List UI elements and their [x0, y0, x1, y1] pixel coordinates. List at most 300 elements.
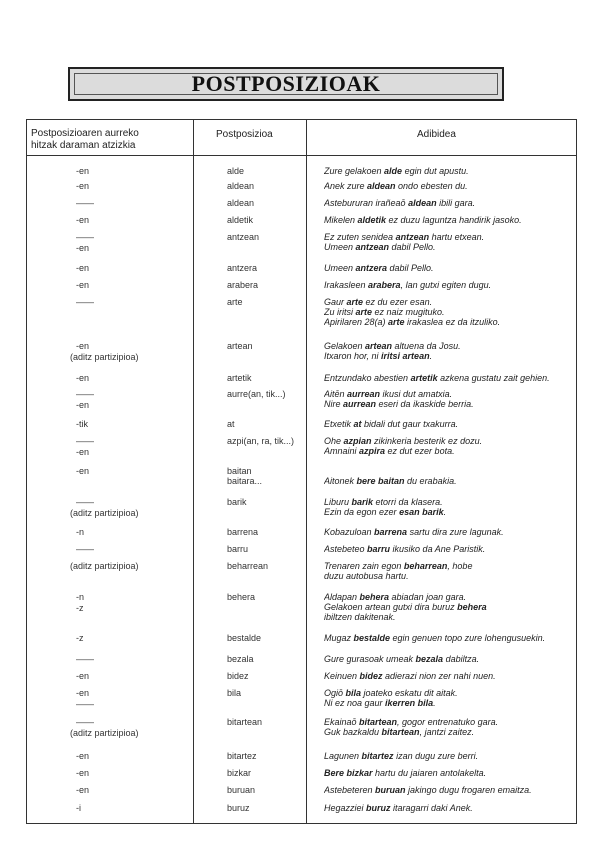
example-line: [324, 198, 574, 208]
header-col2: Postposizioa: [216, 129, 273, 140]
postposition-text: aldean: [227, 198, 255, 208]
example-line: [324, 561, 574, 571]
example-cell: [324, 263, 574, 273]
example-cell: [324, 232, 574, 252]
example-line: [324, 181, 574, 191]
postposition-text: buruz: [227, 803, 250, 813]
postposition-cell: [227, 280, 307, 290]
suffix-cell: [70, 341, 220, 362]
postposition-text: alde: [227, 166, 245, 176]
example-cell: [324, 751, 574, 761]
example-keyword: Bere bizkar: [324, 768, 373, 778]
example-line: [324, 466, 574, 476]
example-text: , hobe: [447, 561, 473, 571]
example-cell: [324, 341, 574, 361]
postposition-cell: [227, 373, 307, 383]
postposition-text: barrena: [227, 527, 259, 537]
suffix-cell: [70, 215, 220, 225]
postposition-text: aurre(an, tik...): [227, 389, 286, 399]
suffix-text: ——: [76, 198, 94, 208]
suffix-text: -en: [76, 263, 90, 273]
suffix-cell: [70, 436, 220, 457]
example-text: hartu etxean.: [429, 232, 485, 242]
example-line: [324, 633, 574, 643]
example-cell: [324, 592, 574, 622]
example-text: Aitonek: [324, 476, 357, 486]
example-text: Keinuen: [324, 671, 360, 681]
example-keyword: arte: [355, 307, 373, 317]
example-line: [324, 612, 574, 622]
example-keyword: aldean: [367, 181, 396, 191]
postposition-cell: [227, 527, 307, 537]
postposition-cell: [227, 198, 307, 208]
postposition-cell: [227, 436, 307, 446]
example-cell: [324, 633, 574, 643]
example-text: ibili gara.: [436, 198, 476, 208]
example-cell: [324, 768, 574, 778]
postposition-text: beharrean: [227, 561, 269, 571]
example-keyword: beharrean: [403, 561, 448, 571]
example-keyword: bestalde: [353, 633, 391, 643]
example-cell: [324, 466, 574, 486]
postposition-text: artean: [227, 341, 253, 351]
example-keyword: bitartez: [361, 751, 394, 761]
postposition-cell: [227, 215, 307, 225]
example-line: [324, 688, 574, 698]
postposition-text: azpi(an, ra, tik...): [227, 436, 295, 446]
example-text: Umeen: [324, 263, 356, 273]
example-cell: [324, 497, 574, 517]
suffix-text: (aditz partizipioa): [70, 508, 139, 518]
example-keyword: iritsi artean: [381, 351, 430, 361]
example-keyword: aurrean: [343, 399, 377, 409]
example-text: zikinkeria besterik ez dozu.: [371, 436, 483, 446]
example-line: [324, 399, 574, 409]
example-line: [324, 373, 574, 383]
example-text: Ogiō: [324, 688, 346, 698]
example-text: Nire: [324, 399, 344, 409]
example-text: jakingo dugu frogaren emaitza.: [405, 785, 532, 795]
suffix-text: -en: [76, 671, 90, 681]
example-text: izan dugu zure berri.: [393, 751, 479, 761]
example-text: Astebeteren: [324, 785, 376, 795]
header-col1-line2: hitzak daraman atzizkia: [31, 140, 136, 151]
example-line: [324, 571, 574, 581]
suffix-cell: [70, 803, 220, 813]
example-line: [324, 727, 574, 737]
postposition-cell: [227, 768, 307, 778]
example-line: [324, 698, 574, 708]
postposition-text: artetik: [227, 373, 252, 383]
example-text: Amnaini: [324, 446, 360, 456]
example-text: Ezin da egon ezer: [324, 507, 400, 517]
example-text: dabiltza.: [443, 654, 480, 664]
example-line: [324, 602, 574, 612]
postposition-text: bestalde: [227, 633, 262, 643]
example-line: [324, 768, 574, 778]
header-divider: [26, 155, 577, 156]
example-keyword: barik: [351, 497, 374, 507]
suffix-text: ——: [76, 232, 94, 242]
example-line: [324, 751, 574, 761]
example-text: etorri da klasera.: [373, 497, 443, 507]
postposition-text: baitan: [227, 466, 252, 476]
postposition-cell: [227, 419, 307, 429]
example-text: Irakasleen: [324, 280, 369, 290]
example-text: Ekainaō: [324, 717, 360, 727]
example-text: Ohe: [324, 436, 344, 446]
example-text: Gelakoen: [324, 341, 366, 351]
page-title: POSTPOSIZIOAK: [74, 73, 498, 95]
suffix-text: ——: [76, 497, 94, 507]
example-line: [324, 717, 574, 727]
example-keyword: antzean: [395, 232, 430, 242]
postposition-text: buruan: [227, 785, 256, 795]
example-line: [324, 280, 574, 290]
suffix-text: ——: [76, 297, 94, 307]
suffix-cell: [70, 232, 220, 253]
example-keyword: aldean: [408, 198, 437, 208]
postposition-text: bitartean: [227, 717, 263, 727]
example-keyword: esan barik: [399, 507, 444, 517]
postposition-cell: [227, 785, 307, 795]
suffix-text: (aditz partizipioa): [70, 352, 139, 362]
example-keyword: antzean: [355, 242, 390, 252]
postposition-cell: [227, 297, 307, 307]
suffix-cell: [70, 466, 220, 476]
postposition-text: barru: [227, 544, 249, 554]
postposition-text: baitara...: [227, 476, 263, 486]
postposition-text: bitartez: [227, 751, 257, 761]
example-line: [324, 671, 574, 681]
example-text: Kobazuloan: [324, 527, 375, 537]
example-keyword: barru: [367, 544, 391, 554]
postposition-text: bezala: [227, 654, 254, 664]
postposition-cell: [227, 803, 307, 813]
example-text: ez du ezer esan.: [363, 297, 433, 307]
suffix-text: ——: [76, 699, 94, 709]
example-line: [324, 527, 574, 537]
suffix-text: -z: [76, 633, 84, 643]
suffix-text: ——: [76, 544, 94, 554]
postposition-cell: [227, 389, 307, 399]
example-line: [324, 544, 574, 554]
suffix-text: -en: [76, 181, 90, 191]
example-text: ikusiko da Ane Paristik.: [390, 544, 486, 554]
example-line: [324, 785, 574, 795]
example-keyword: aurrean: [347, 389, 381, 399]
postposition-text: barik: [227, 497, 247, 507]
example-keyword: at: [353, 419, 362, 429]
example-text: , gogor entrenatuko gara.: [397, 717, 499, 727]
postposition-cell: [227, 592, 307, 602]
example-cell: [324, 688, 574, 708]
suffix-text: -en: [76, 400, 90, 410]
postposition-cell: [227, 671, 307, 681]
example-keyword: artetik: [410, 373, 438, 383]
title-box: [68, 67, 504, 101]
example-text: Aitēn: [324, 389, 348, 399]
example-text: Guk bazkaldu: [324, 727, 382, 737]
example-text: Itxaron hor, ni: [324, 351, 382, 361]
suffix-cell: [70, 688, 220, 709]
example-text: adierazi nion zer nahi nuen.: [382, 671, 496, 681]
example-keyword: behera: [457, 602, 487, 612]
example-line: [324, 446, 574, 456]
example-text: Etxetik: [324, 419, 354, 429]
example-keyword: barrena: [374, 527, 408, 537]
example-text: Astebururan irañeaō: [324, 198, 409, 208]
postposition-cell: [227, 263, 307, 273]
postposition-text: arte: [227, 297, 243, 307]
header-col1: [31, 128, 139, 152]
postposition-cell: [227, 341, 307, 351]
postposition-text: aldetik: [227, 215, 254, 225]
example-text: irakaslea ez da itzuliko.: [404, 317, 501, 327]
postposition-text: antzean: [227, 232, 260, 242]
header-col3: Adibidea: [417, 129, 456, 140]
example-line: [324, 297, 574, 307]
example-text: dabil Pello.: [387, 263, 434, 273]
postposition-cell: [227, 181, 307, 191]
example-text: Liburu: [324, 497, 352, 507]
example-text: Ez zuten senidea: [324, 232, 396, 242]
example-text: Umeen: [324, 242, 356, 252]
postposition-text: bizkar: [227, 768, 252, 778]
example-keyword: bitartean: [381, 727, 420, 737]
postposition-cell: [227, 232, 307, 242]
example-text: du erabakia.: [404, 476, 457, 486]
suffix-cell: [70, 671, 220, 681]
example-text: Anek zure: [324, 181, 368, 191]
example-cell: [324, 419, 574, 429]
example-line: [324, 341, 574, 351]
suffix-text: -en: [76, 341, 90, 351]
example-text: hartu du jaiaren antolakelta.: [372, 768, 487, 778]
example-text: joateko eskatu dit aitak.: [361, 688, 458, 698]
example-keyword: arte: [346, 297, 364, 307]
example-text: Mugaz: [324, 633, 354, 643]
example-text: , jantzi zaitez.: [419, 727, 475, 737]
suffix-cell: [70, 166, 220, 176]
suffix-text: ——: [76, 717, 94, 727]
suffix-text: -en: [76, 785, 90, 795]
example-line: [324, 592, 574, 602]
suffix-text: -en: [76, 166, 90, 176]
example-text: dabil Pello.: [389, 242, 436, 252]
postposition-cell: [227, 688, 307, 698]
suffix-cell: [70, 768, 220, 778]
suffix-cell: [70, 633, 220, 643]
suffix-cell: [70, 263, 220, 273]
suffix-cell: [70, 544, 220, 554]
example-keyword: buruz: [366, 803, 391, 813]
example-keyword: artean: [365, 341, 393, 351]
example-cell: [324, 654, 574, 664]
example-keyword: azpira: [359, 446, 386, 456]
suffix-text: -en: [76, 447, 90, 457]
example-line: [324, 476, 574, 486]
suffix-text: -en: [76, 280, 90, 290]
postposition-cell: [227, 633, 307, 643]
example-keyword: arte: [388, 317, 405, 327]
example-keyword: bezala: [415, 654, 444, 664]
example-text: Gelakoen artean gutxi dira buruz: [324, 602, 458, 612]
example-line: [324, 419, 574, 429]
postposition-text: bidez: [227, 671, 249, 681]
example-keyword: ikerren bila: [385, 698, 434, 708]
example-text: azkena gustatu zait gehien.: [437, 373, 550, 383]
example-cell: [324, 280, 574, 290]
suffix-text: -en: [76, 215, 90, 225]
example-line: [324, 166, 574, 176]
example-text: bidali dut gaur txakurra.: [361, 419, 459, 429]
example-cell: [324, 373, 574, 383]
suffix-cell: [70, 198, 220, 208]
example-text: duzu autobusa hartu.: [324, 571, 409, 581]
example-text: Entzundako abestien: [324, 373, 411, 383]
example-text: Gaur: [324, 297, 347, 307]
postposition-cell: [227, 544, 307, 554]
suffix-cell: [70, 592, 220, 613]
example-text: Lagunen: [324, 751, 362, 761]
postposition-text: arabera: [227, 280, 259, 290]
example-line: [324, 497, 574, 507]
example-line: [324, 242, 574, 252]
example-cell: [324, 671, 574, 681]
example-text: Ni ez noa gaur: [324, 698, 386, 708]
example-cell: [324, 297, 574, 327]
suffix-cell: [70, 785, 220, 795]
example-line: [324, 351, 574, 361]
example-line: [324, 436, 574, 446]
suffix-cell: [70, 373, 220, 383]
postposition-text: at: [227, 419, 235, 429]
example-text: Apirilaren 28(a): [324, 317, 389, 327]
example-text: ez duzu laguntza handirik jasoko.: [386, 215, 522, 225]
example-keyword: bila: [345, 688, 362, 698]
suffix-text: -en: [76, 768, 90, 778]
example-text: abiadan joan gara.: [389, 592, 467, 602]
example-text: .: [433, 698, 436, 708]
example-line: [324, 263, 574, 273]
suffix-text: (aditz partizipioa): [70, 561, 139, 571]
suffix-text: -i: [76, 803, 81, 813]
example-cell: [324, 785, 574, 795]
suffix-cell: [70, 561, 220, 571]
example-text: altuena da Josu.: [392, 341, 461, 351]
example-keyword: bidez: [359, 671, 383, 681]
example-line: [324, 232, 574, 242]
example-text: .: [429, 351, 433, 361]
example-text: egin genuen topo zure lohengusuekin.: [390, 633, 546, 643]
suffix-text: ——: [76, 436, 94, 446]
example-keyword: buruan: [375, 785, 406, 795]
example-text: ibiltzen dakitenak.: [324, 612, 396, 622]
postposition-cell: [227, 497, 307, 507]
postposition-text: bila: [227, 688, 242, 698]
example-cell: [324, 527, 574, 537]
suffix-text: -en: [76, 751, 90, 761]
suffix-cell: [70, 389, 220, 410]
example-text: Trenaren zain egon: [324, 561, 404, 571]
suffix-cell: [70, 497, 220, 518]
postposition-cell: [227, 654, 307, 664]
suffix-text: -tik: [76, 419, 88, 429]
suffix-text: -z: [76, 603, 84, 613]
suffix-text: -en: [76, 243, 90, 253]
example-cell: [324, 561, 574, 581]
suffix-cell: [70, 280, 220, 290]
example-line: [324, 803, 574, 813]
example-keyword: antzera: [355, 263, 388, 273]
suffix-cell: [70, 297, 220, 307]
suffix-text: -n: [76, 527, 85, 537]
example-keyword: arabera: [368, 280, 401, 290]
example-cell: [324, 389, 574, 409]
example-cell: [324, 181, 574, 191]
example-line: [324, 389, 574, 399]
example-text: Gure gurasoak umeak: [324, 654, 416, 664]
example-line: [324, 507, 574, 517]
header-col1-line1: Postposizioaren aurreko: [31, 128, 139, 139]
example-keyword: aldetik: [357, 215, 387, 225]
example-text: eseri da ikaskide berria.: [376, 399, 474, 409]
suffix-cell: [70, 419, 220, 429]
example-text: Zu iritsi: [324, 307, 356, 317]
example-text: Astebeteo: [324, 544, 368, 554]
example-text: .: [443, 507, 447, 517]
suffix-text: -n: [76, 592, 85, 602]
example-cell: [324, 717, 574, 737]
example-text: Zure gelakoen: [324, 166, 385, 176]
example-line: [324, 215, 574, 225]
postposition-cell: [227, 466, 307, 486]
example-cell: [324, 198, 574, 208]
example-text: itaragarri daki Anek.: [390, 803, 473, 813]
suffix-text: -en: [76, 373, 90, 383]
postposition-text: behera: [227, 592, 256, 602]
example-text: ez dut ezer bota.: [385, 446, 455, 456]
example-text: Aldapan: [324, 592, 360, 602]
example-keyword: alde: [384, 166, 403, 176]
example-cell: [324, 166, 574, 176]
example-cell: [324, 803, 574, 813]
example-text: Mikelen: [324, 215, 358, 225]
postposition-cell: [227, 717, 307, 727]
suffix-text: -en: [76, 688, 90, 698]
example-keyword: bere baitan: [356, 476, 405, 486]
suffix-cell: [70, 717, 220, 738]
example-text: ikusi dut amatxia.: [380, 389, 453, 399]
example-cell: [324, 544, 574, 554]
example-text: sartu dira zure lagunak.: [407, 527, 504, 537]
suffix-text: -en: [76, 466, 90, 476]
suffix-text: ——: [76, 654, 94, 664]
suffix-cell: [70, 751, 220, 761]
suffix-cell: [70, 181, 220, 191]
example-text: egin dut apustu.: [402, 166, 469, 176]
postposition-cell: [227, 751, 307, 761]
suffix-cell: [70, 527, 220, 537]
example-text: ez naiz mugituko.: [372, 307, 445, 317]
suffix-text: ——: [76, 389, 94, 399]
example-cell: [324, 215, 574, 225]
suffix-text: (aditz partizipioa): [70, 728, 139, 738]
example-keyword: bitartean: [359, 717, 398, 727]
suffix-cell: [70, 654, 220, 664]
example-cell: [324, 436, 574, 456]
